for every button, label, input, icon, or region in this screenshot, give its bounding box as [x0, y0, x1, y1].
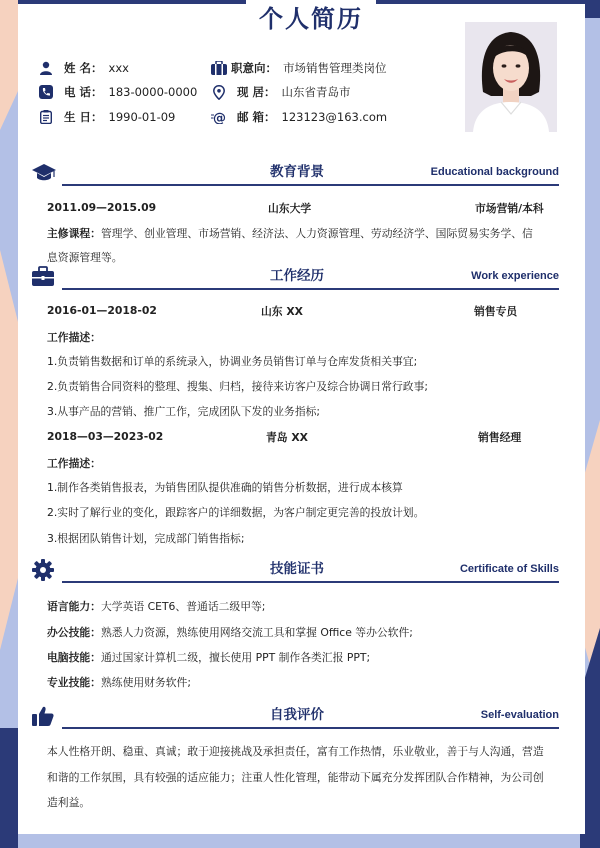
- skill-value: 通过国家计算机二级，擅长使用 PPT 制作各类汇报 PPT;: [100, 651, 371, 664]
- briefcase-icon: [211, 60, 227, 76]
- skills-section-header: [32, 559, 559, 583]
- education-divider: [62, 184, 559, 186]
- education-courses-line-2: 息资源管理等。: [47, 251, 123, 264]
- self-eval-line-1: 本人性格开朗、稳重、真诚；敢于迎接挑战及承担责任，富有工作热情，乐业敬业，善于与人沟通，营造: [47, 745, 544, 758]
- skill-item: [47, 650, 370, 665]
- skill-label: 办公技能：: [47, 626, 101, 639]
- profile-name-row: [38, 60, 129, 76]
- job-2-item-3: 3.根据团队销售计划，完成部门销售指标;: [47, 532, 245, 545]
- intent-label: 职意向：: [231, 61, 277, 75]
- job-1-desc-label: 工作描述：: [47, 331, 101, 344]
- svg-text:@: @: [213, 111, 226, 124]
- email-value: 123123@163.com: [281, 110, 388, 124]
- intent-value: 市场销售管理类岗位: [283, 61, 387, 75]
- self-eval-divider: [62, 727, 559, 729]
- job-1-item-1: 1.负责销售数据和订单的系统录入，协调业务员销售订单与仓库发货相关事宜;: [47, 355, 418, 368]
- skill-item: [47, 599, 265, 614]
- profile-intent-row: [211, 60, 387, 76]
- name-label: 姓 名：: [64, 61, 103, 75]
- education-courses-label: 主修课程：: [47, 227, 101, 240]
- page-title: 个人简历: [246, 0, 376, 38]
- name-value: xxx: [108, 61, 129, 75]
- briefcase-icon: [32, 266, 54, 288]
- work-title: 工作经历: [270, 268, 324, 284]
- education-title: 教育背景: [270, 164, 324, 180]
- education-courses-text: 管理学、创业管理、市场营销、经济法、人力资源管理、劳动经济学、国际贸易实务学、信: [100, 227, 533, 240]
- job-2-item-2: 2.实时了解行业的变化，跟踪客户的详细数据，为客户制定更完善的投放计划。: [47, 506, 425, 519]
- job-2-desc-label: 工作描述：: [47, 457, 101, 470]
- background-navy-left: [0, 728, 18, 848]
- phone-value: 183-0000-0000: [108, 85, 198, 99]
- user-icon: [38, 60, 54, 76]
- profile-birth-row: [38, 109, 175, 125]
- education-section-header: [32, 162, 559, 186]
- gear-icon: [32, 559, 54, 581]
- profile-phone-row: [38, 84, 197, 100]
- at-sign-icon: [211, 109, 227, 125]
- education-school: 山东大学: [268, 202, 312, 215]
- self-eval-title: 自我评价: [270, 707, 324, 723]
- location-pin-icon: [211, 84, 227, 100]
- profile-photo: [465, 22, 557, 132]
- job-1-period: 2016-01—2018-02: [47, 304, 157, 317]
- skill-label: 专业技能：: [47, 676, 101, 689]
- location-label: 现 居：: [237, 85, 276, 99]
- profile-location-row: [211, 84, 351, 100]
- skills-divider: [62, 581, 559, 583]
- self-eval-section-header: [32, 705, 559, 729]
- education-title-en: Educational background: [430, 166, 559, 178]
- birth-label: 生 日：: [64, 110, 103, 124]
- self-eval-title-en: Self-evaluation: [480, 709, 559, 721]
- phone-icon: [38, 84, 54, 100]
- job-2-company: 青岛 XX: [266, 431, 309, 444]
- education-period: 2011.09—2015.09: [47, 201, 157, 214]
- location-value: 山东省青岛市: [281, 85, 351, 99]
- skills-title: 技能证书: [270, 561, 324, 577]
- job-1-item-2: 2.负责销售合同资料的整理、搜集、归档，接待来访客户及综合协调日常行政事;: [47, 380, 429, 393]
- profile-email-row: [211, 109, 387, 125]
- skill-label: 语言能力：: [47, 600, 101, 613]
- work-section-header: [32, 266, 559, 290]
- job-2-position: 销售经理: [478, 431, 522, 444]
- work-title-en: Work experience: [471, 270, 559, 282]
- skill-item: [47, 675, 191, 690]
- skill-item: [47, 625, 413, 640]
- skill-value: 大学英语 CET6、普通话二级甲等;: [100, 600, 266, 613]
- calendar-icon: [38, 109, 54, 125]
- job-2-item-1: 1.制作各类销售报表，为销售团队提供准确的销售分析数据，进行成本核算: [47, 481, 403, 494]
- thumbs-up-icon: [32, 705, 54, 727]
- skill-value: 熟练使用财务软件;: [100, 676, 191, 689]
- work-divider: [62, 288, 559, 290]
- skill-value: 熟悉人力资源，熟练使用网络交流工具和掌握 Office 等办公软件;: [100, 626, 413, 639]
- job-1-position: 销售专员: [474, 305, 518, 318]
- job-1-item-3: 3.从事产品的营销、推广工作，完成团队下发的业务指标;: [47, 405, 321, 418]
- skills-title-en: Certificate of Skills: [459, 563, 559, 575]
- resume-paper: [18, 0, 585, 834]
- skill-label: 电脑技能：: [47, 651, 101, 664]
- education-courses-line-1: [47, 226, 533, 241]
- job-1-company: 山东 XX: [261, 305, 304, 318]
- phone-label: 电 话：: [64, 85, 103, 99]
- self-eval-line-2: 和谐的工作氛围，具有较强的适应能力；注重人性化管理，能带动下属充分发挥团队合作精神，为公司创: [47, 771, 544, 784]
- job-2-period: 2018—03—2023-02: [47, 430, 164, 443]
- birth-value: 1990-01-09: [108, 110, 176, 124]
- self-eval-line-3: 造利益。: [47, 796, 91, 809]
- email-label: 邮 箱：: [237, 110, 276, 124]
- graduation-cap-icon: [32, 162, 54, 184]
- education-major: 市场营销/本科: [475, 202, 544, 215]
